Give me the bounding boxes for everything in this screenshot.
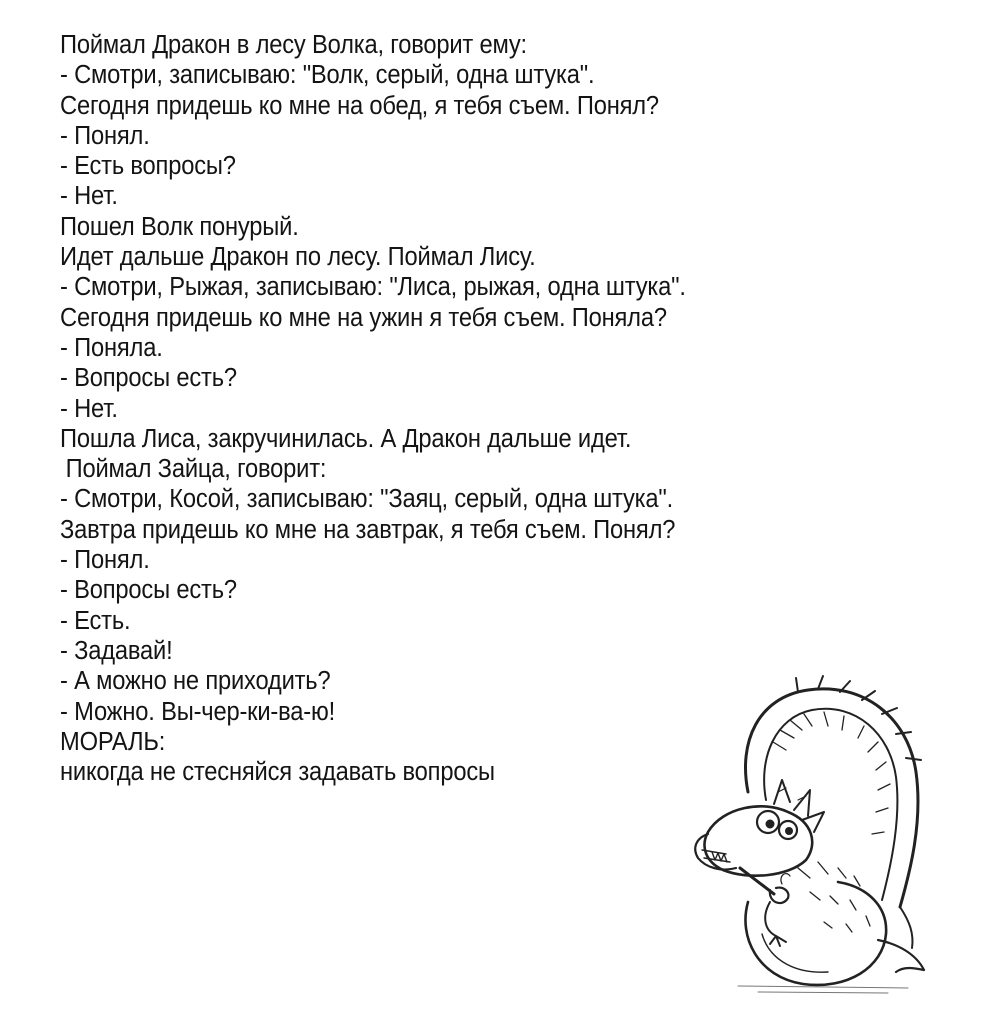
story-line: - Нет. — [60, 394, 118, 423]
story-line: - Есть. — [60, 606, 131, 635]
story-line: Поймал Зайца, говорит: — [65, 455, 327, 484]
story-line: Поймал Дракон в лесу Волка, говорит ему: — [60, 31, 527, 59]
story-line: МОРАЛЬ: — [60, 727, 166, 756]
story-line: - А можно не приходить? — [60, 667, 331, 696]
story-line: Завтра придешь ко мне на завтрак, я тебя съем. Понял? — [60, 515, 676, 544]
story-line: Сегодня придешь ко мне на обед, я тебя съем. Понял? — [60, 91, 659, 120]
story-line: - Вопросы есть? — [60, 364, 237, 393]
story-line: - Понял. — [60, 121, 150, 150]
story-line: никогда не стесняйся задавать вопросы — [60, 758, 495, 787]
story-line: - Нет. — [60, 182, 118, 211]
story-line: Сегодня придешь ко мне на ужин я тебя съем. Поняла? — [60, 303, 667, 332]
story-line: - Понял. — [60, 546, 150, 575]
story-line: - Можно. Вы-чер-ки-ва-ю! — [60, 697, 336, 726]
story-line: - Поняла. — [60, 333, 163, 362]
story-line: Идет дальше Дракон по лесу. Поймал Лису. — [60, 243, 536, 272]
story-line: - Вопросы есть? — [60, 576, 237, 605]
story-line: - Задавай! — [60, 636, 173, 665]
story-line: Пошла Лиса, закручинилась. А Дракон дальше идет. — [60, 424, 632, 453]
story-line: - Есть вопросы? — [60, 152, 236, 181]
dragon-icon — [678, 672, 938, 997]
story-line: - Смотри, Рыжая, записываю: "Лиса, рыжая, одна штука". — [60, 273, 686, 302]
story-line: Пошел Волк понурый. — [60, 212, 299, 241]
story-line: - Смотри, Косой, записываю: "Заяц, серый, одна штука". — [60, 485, 674, 514]
story-line: - Смотри, записываю: "Волк, серый, одна штука". — [60, 61, 595, 90]
